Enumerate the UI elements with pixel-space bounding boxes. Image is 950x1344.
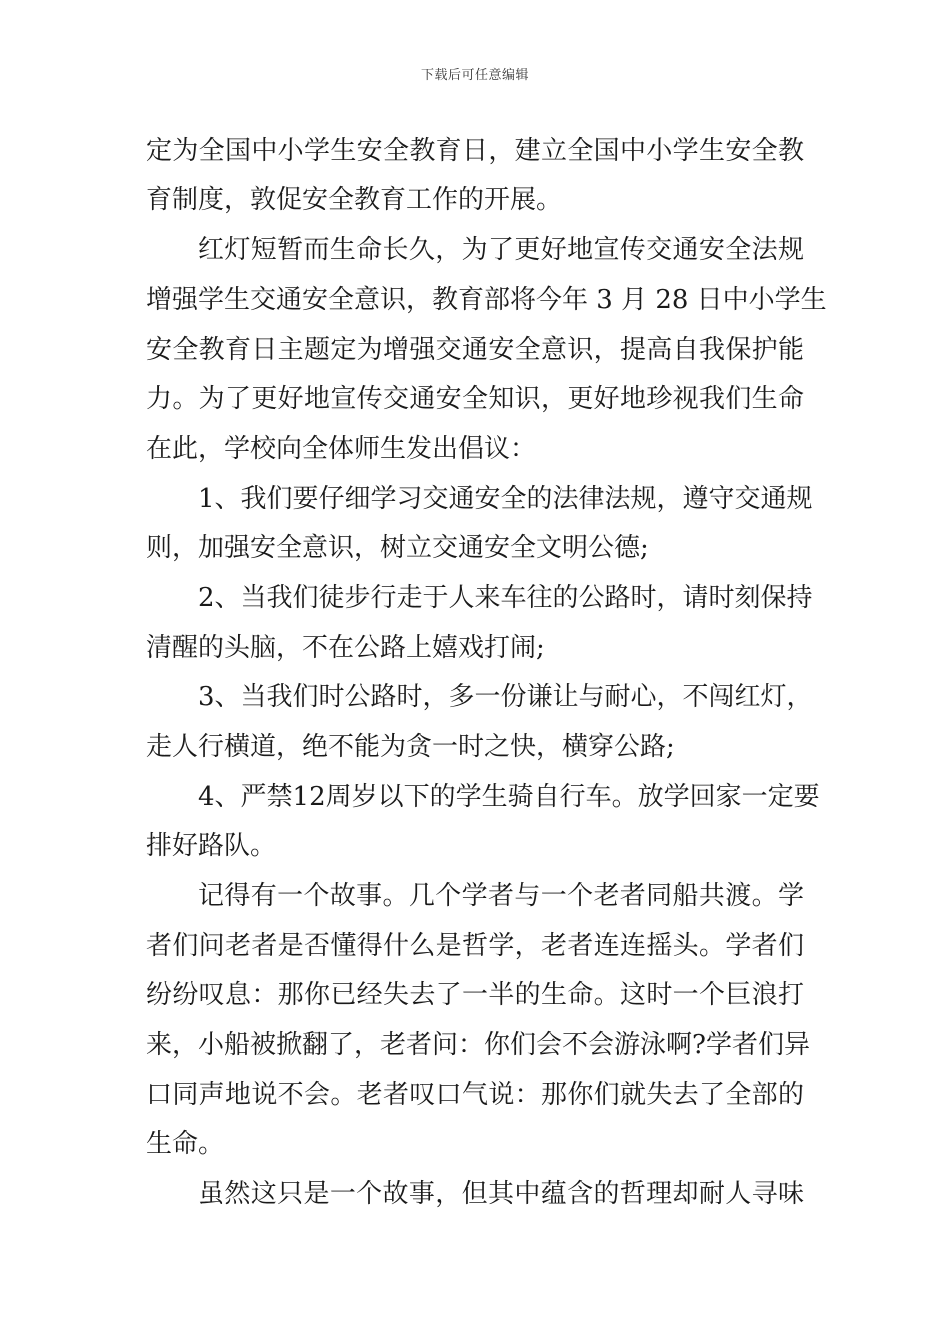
body-line: 口同声地说不会。老者叹口气说：那你们就失去了全部的: [146, 1080, 804, 1110]
page-header: 下载后可任意编辑: [420, 68, 529, 83]
body-line: 则，加强安全意识，树立交通安全文明公德;: [146, 533, 649, 563]
body-line: 增强学生交通安全意识，教育部将今年 3 月 28 日中小学生: [146, 285, 827, 315]
list-item-1: 1、我们要仔细学习交通安全的法律法规，遵守交通规: [198, 484, 813, 514]
body-line: 安全教育日主题定为增强交通安全意识，提高自我保护能: [146, 335, 804, 365]
list-item-2: 2、当我们徒步行走于人来车往的公路时，请时刻保持: [198, 583, 813, 613]
body-line: 纷纷叹息：那你已经失去了一半的生命。这时一个巨浪打: [146, 980, 804, 1010]
body-line: 者们问老者是否懂得什么是哲学，老者连连摇头。学者们: [146, 931, 804, 961]
list-item-3: 3、当我们时公路时，多一份谦让与耐心，不闯红灯，: [198, 682, 813, 712]
body-line: 走人行横道，绝不能为贪一时之快，横穿公路;: [146, 732, 675, 762]
body-line: 来，小船被掀翻了，老者问：你们会不会游泳啊?学者们异: [146, 1030, 810, 1060]
body-line: 定为全国中小学生安全教育日，建立全国中小学生安全教: [146, 136, 804, 166]
body-line: 生命。: [146, 1129, 225, 1159]
list-item-4: 4、严禁12周岁以下的学生骑自行车。放学回家一定要: [198, 782, 820, 812]
body-line: 力。为了更好地宣传交通安全知识，更好地珍视我们生命: [146, 384, 804, 414]
body-line: 清醒的头脑，不在公路上嬉戏打闹;: [146, 633, 545, 663]
body-line: 排好路队。: [146, 831, 277, 861]
body-line: 在此，学校向全体师生发出倡议：: [146, 434, 537, 464]
body-line: 育制度，敦促安全教育工作的开展。: [146, 185, 563, 215]
paragraph-first-line: 虽然这只是一个故事，但其中蕴含的哲理却耐人寻味: [198, 1179, 804, 1209]
paragraph-first-line: 记得有一个故事。几个学者与一个老者同船共渡。学: [198, 881, 804, 911]
paragraph-first-line: 红灯短暂而生命长久，为了更好地宣传交通安全法规: [198, 235, 804, 265]
